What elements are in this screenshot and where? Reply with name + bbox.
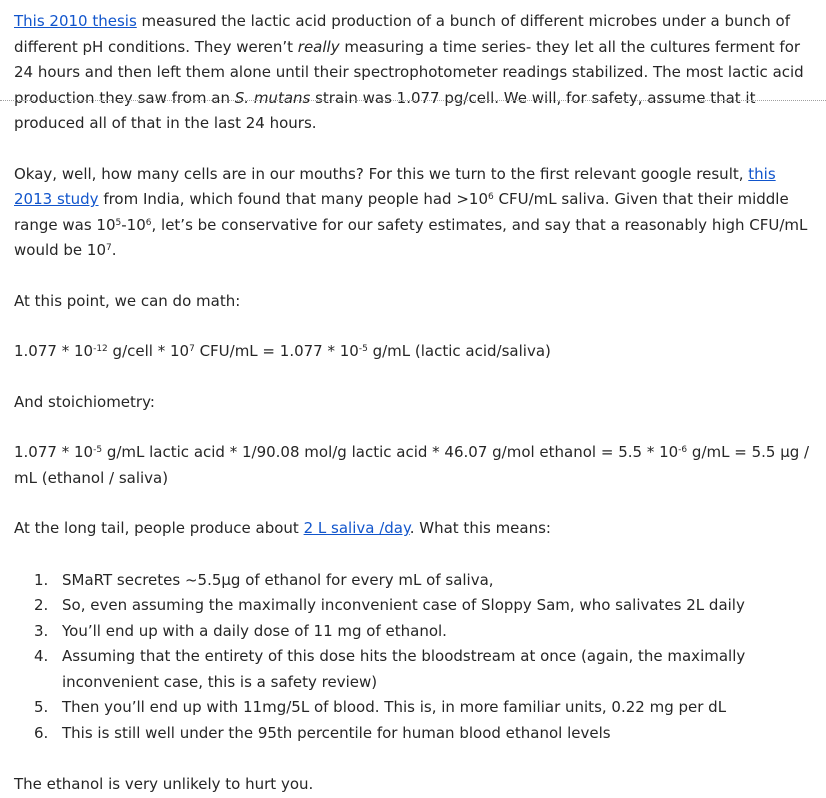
list-number: 4.: [34, 647, 49, 665]
eq2-part: 1.077 * 10: [14, 443, 94, 461]
study-link[interactable]: this 2013 study: [14, 164, 776, 208]
eq1-part: g/cell * 10: [107, 342, 190, 360]
cell-count-text-5: , let’s be conservative for our safety estimates, and say that a reasonably high CFU/mL would be 10: [14, 215, 808, 259]
exponent: -12: [93, 344, 108, 354]
eq2-part: g/mL lactic acid * 1/90.08 mol/g lactic acid * 46.07 g/mol ethanol = 5.5 * 10: [102, 443, 679, 461]
list-item-text: This is still well under the 95th percentile for human blood ethanol levels: [62, 723, 611, 742]
saliva-text-2: . What this means:: [409, 519, 551, 537]
cell-count-text-1: Okay, well, how many cells are in our mouths? For this we turn to the first relevant google result,: [14, 164, 749, 183]
equation-2: [14, 440, 814, 491]
eq1-part: 1.077 * 10: [14, 342, 94, 360]
conclusion: The ethanol is very unlikely to hurt you.: [14, 775, 314, 793]
thesis-text-1: measured the lactic acid production of a bunch of different microbes under a bunch of different pH conditions. They weren’t: [14, 12, 791, 56]
reasoning-list: [14, 568, 814, 747]
list-item-text: So, even assuming the maximally inconvenient case of Sloppy Sam, who salivates 2L daily: [62, 596, 745, 614]
exponent: 7: [106, 243, 112, 253]
saliva-link[interactable]: 2 L saliva /day: [303, 519, 410, 537]
exponent: -6: [678, 445, 688, 455]
thesis-text-2: measuring a time series- they let all the cultures ferment for 24 hours and then left them alone until their spectrophotometer readings stabilized. The most lactic acid production they saw from an: [14, 37, 804, 107]
stoichiometry-intro: And stoichiometry:: [14, 392, 155, 411]
equation-1: [14, 339, 814, 365]
thesis-link[interactable]: This 2010 thesis: [14, 12, 137, 30]
exponent: -5: [93, 445, 103, 455]
eq1-part: CFU/mL = 1.077 * 10: [194, 342, 359, 360]
exponent: 5: [115, 217, 122, 228]
math-intro: At this point, we can do math:: [14, 291, 241, 310]
thesis-paragraph: [14, 9, 814, 137]
list-item-text: SMaRT secretes ~5.5µg of ethanol for every mL of saliva,: [62, 570, 494, 589]
thesis-emphasis: really: [297, 37, 340, 56]
eq2-part: g/mL = 5.5 µg / mL (ethanol / saliva): [14, 443, 810, 487]
list-item: [34, 619, 814, 645]
list-number: 1.: [34, 570, 49, 589]
list-item-text: Then you’ll end up with 11mg/5L of blood. This is, in more familiar units, 0.22 mg per dL: [62, 698, 727, 716]
cell-count-text-3: CFU/mL saliva. Given that their middle range was 10: [14, 190, 789, 234]
cell-count-paragraph: [14, 162, 814, 264]
document-body: [14, 9, 814, 798]
exponent: 7: [189, 344, 195, 354]
list-number: 5.: [34, 698, 49, 716]
cell-count-text-6: .: [111, 241, 117, 259]
exponent: 6: [488, 192, 494, 202]
saliva-paragraph: [14, 516, 814, 542]
list-number: 6.: [34, 723, 49, 742]
species-name: S. mutans: [234, 88, 311, 107]
dotted-divider: [0, 100, 826, 101]
list-item: [34, 568, 814, 594]
list-number: 3.: [34, 621, 49, 640]
list-item: [34, 593, 814, 619]
list-item-text: Assuming that the entirety of this dose hits the bloodstream at once (again, the maximally inconvenient case, this is a safety review): [62, 647, 746, 691]
list-item: [34, 695, 814, 721]
saliva-text-1: At the long tail, people produce about: [14, 519, 304, 537]
thesis-text-3: strain was 1.077 pg/cell. We will, for safety, assume that it produced all of that in the last 24 hours.: [14, 88, 756, 132]
cell-count-text-4: -10: [121, 215, 146, 234]
exponent: 6: [145, 217, 152, 228]
cell-count-text-2: from India, which found that many people had >10: [98, 190, 489, 208]
list-item: [34, 644, 814, 695]
exponent: -5: [358, 344, 368, 354]
list-item: [34, 721, 814, 747]
list-item-text: You’ll end up with a daily dose of 11 mg of ethanol.: [62, 621, 447, 640]
list-number: 2.: [34, 596, 49, 614]
eq1-part: g/mL (lactic acid/saliva): [367, 342, 551, 360]
